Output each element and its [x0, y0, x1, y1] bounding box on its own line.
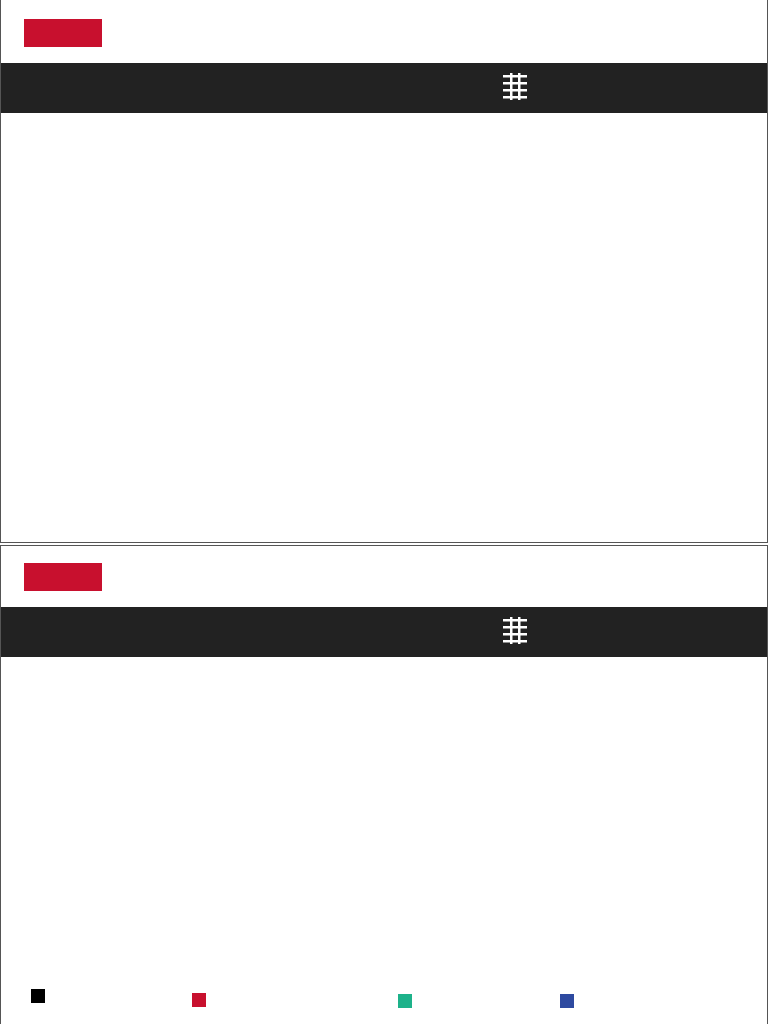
legend-swatch — [398, 994, 412, 1008]
utp-logo-mark — [24, 19, 102, 47]
utp-logo-mark — [24, 563, 102, 591]
title-banner — [1, 607, 768, 657]
list-lines-icon — [503, 73, 527, 101]
utp-logo — [24, 19, 107, 47]
legend-item-tertiary — [560, 994, 582, 1008]
legend-item-secondary — [398, 994, 420, 1008]
legend-swatch — [192, 993, 206, 1007]
utp-logo — [24, 563, 107, 591]
slide-example — [0, 545, 768, 1024]
legend-swatch — [31, 989, 45, 1003]
list-lines-icon — [503, 617, 527, 645]
legend-swatch — [560, 994, 574, 1008]
legend-item-reason — [192, 993, 342, 1007]
title-banner — [1, 63, 768, 113]
legend-item-thesis — [31, 989, 53, 1003]
